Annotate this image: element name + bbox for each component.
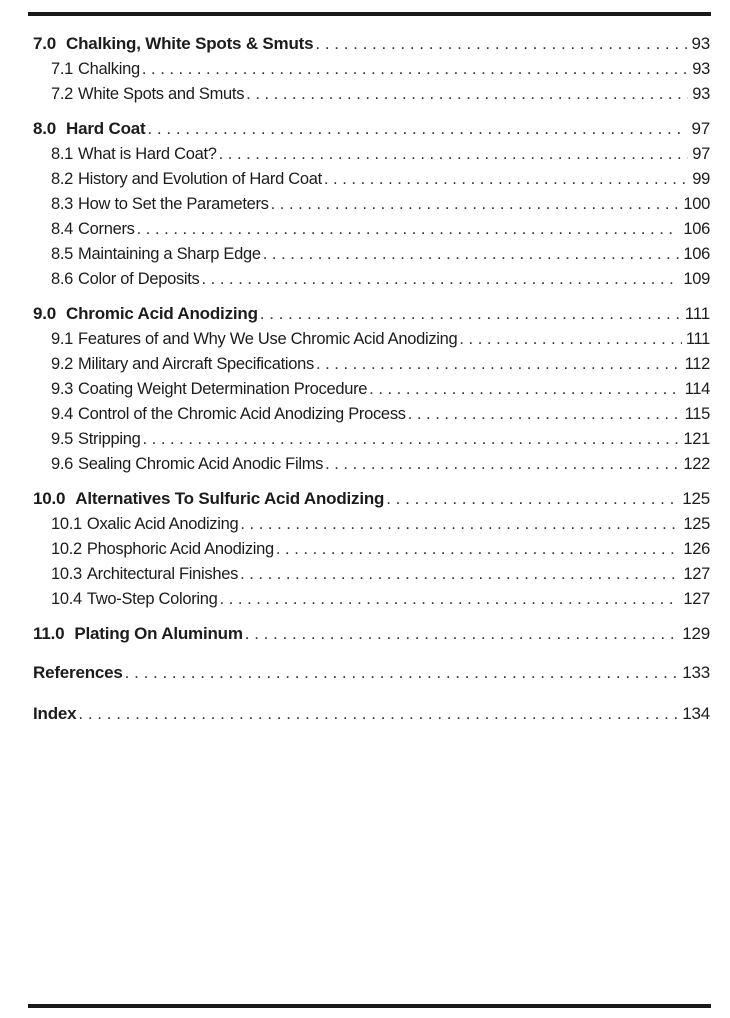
toc-entry-number: 7.2 xyxy=(51,85,74,103)
toc-page-number: 97 xyxy=(692,145,710,163)
toc-section-entry xyxy=(33,662,710,684)
toc-page-number: 127 xyxy=(683,590,710,608)
toc-entry-number: 8.0 xyxy=(33,119,57,138)
toc-entry-title: Stripping xyxy=(78,430,141,448)
toc-entry-title: Alternatives To Sulfuric Acid Anodizing xyxy=(75,489,385,508)
toc-subsection-entry xyxy=(51,143,710,165)
dot-leader xyxy=(220,588,680,610)
toc-page-number: 125 xyxy=(682,489,710,508)
toc-page-number: 115 xyxy=(684,405,710,423)
toc-entry-number: 7.0 xyxy=(33,34,57,53)
toc-page-number: 112 xyxy=(684,355,710,373)
dot-leader xyxy=(240,513,679,535)
toc-page-number: 114 xyxy=(684,380,710,398)
toc-entry-number: 8.2 xyxy=(51,170,74,188)
toc-entry-number: 8.1 xyxy=(51,145,74,163)
toc-page-number: 109 xyxy=(683,270,710,288)
toc-page-number: 126 xyxy=(683,540,710,558)
toc-subsection-entry xyxy=(51,83,710,105)
toc-entry-title: Hard Coat xyxy=(66,119,146,138)
toc-entry-number: 10.3 xyxy=(51,565,82,583)
bottom-rule xyxy=(28,1004,711,1008)
toc-subsection-entry xyxy=(51,538,710,560)
dot-leader xyxy=(316,353,681,375)
toc-subsection-entry xyxy=(51,268,710,290)
toc-entry-number: 8.3 xyxy=(51,195,74,213)
dot-leader xyxy=(260,303,681,325)
dot-leader xyxy=(408,403,681,425)
toc-section-entry xyxy=(33,623,710,645)
toc-entry-title: History and Evolution of Hard Coat xyxy=(78,170,322,188)
dot-leader xyxy=(78,703,678,725)
toc-entry-title: Phosphoric Acid Anodizing xyxy=(86,540,274,558)
toc-page-number: 93 xyxy=(692,60,710,78)
dot-leader xyxy=(369,378,680,400)
dot-leader xyxy=(142,58,688,80)
dot-leader xyxy=(315,33,687,55)
toc-entry-title: Oxalic Acid Anodizing xyxy=(86,515,239,533)
toc-subsection-entry xyxy=(51,428,710,450)
toc-page-number: 129 xyxy=(682,624,710,643)
dot-leader xyxy=(147,118,687,140)
toc-subsection-entry xyxy=(51,58,710,80)
toc-entry-number: 7.1 xyxy=(51,60,74,78)
toc-entry-title: Two-Step Coloring xyxy=(86,590,218,608)
toc-page-number: 100 xyxy=(683,195,710,213)
dot-leader xyxy=(246,83,688,105)
dot-leader xyxy=(240,563,679,585)
toc-entry-number: 9.4 xyxy=(51,405,74,423)
toc-section-entry xyxy=(33,703,710,725)
dot-leader xyxy=(325,453,679,475)
toc-page-number: 93 xyxy=(691,34,710,53)
toc-page-number: 122 xyxy=(683,455,710,473)
toc-entry-title: Architectural Finishes xyxy=(86,565,239,583)
toc-page-number: 121 xyxy=(683,430,710,448)
toc-entry-number: 9.6 xyxy=(51,455,74,473)
dot-leader xyxy=(271,193,680,215)
toc-entry-title: Chalking xyxy=(78,60,140,78)
toc-entry-number: 9.1 xyxy=(51,330,74,348)
dot-leader xyxy=(459,328,681,350)
toc-entry-number: 10.4 xyxy=(51,590,82,608)
toc-entry-number: 10.2 xyxy=(51,540,82,558)
dot-leader xyxy=(245,623,678,645)
toc-subsection-entry xyxy=(51,588,710,610)
toc-subsection-entry xyxy=(51,513,710,535)
toc-entry-number: 8.5 xyxy=(51,245,74,263)
toc-entry-number: 9.3 xyxy=(51,380,74,398)
dot-leader xyxy=(276,538,679,560)
toc-entry-title: Plating On Aluminum xyxy=(74,624,243,643)
toc-entry-title: Control of the Chromic Acid Anodizing Process xyxy=(78,405,406,423)
toc-entry-title: Chalking, White Spots & Smuts xyxy=(66,34,314,53)
toc-entry-number: 10.0 xyxy=(33,489,66,508)
toc-entry-number: 8.4 xyxy=(51,220,74,238)
toc-entry-title: Features of and Why We Use Chromic Acid Anodizing xyxy=(78,330,458,348)
toc-page-number: 106 xyxy=(683,220,710,238)
toc-section-entry xyxy=(33,33,710,55)
toc-entry-number: 9.2 xyxy=(51,355,74,373)
dot-leader xyxy=(386,488,678,510)
toc-subsection-entry xyxy=(51,168,710,190)
toc-subsection-entry xyxy=(51,563,710,585)
toc-entry-number: 9.0 xyxy=(33,304,57,323)
toc-subsection-entry xyxy=(51,378,710,400)
toc-entry-title: Coating Weight Determination Procedure xyxy=(78,380,368,398)
dot-leader xyxy=(125,662,679,684)
toc-entry-title: Military and Aircraft Specifications xyxy=(78,355,314,373)
toc-entry-title: References xyxy=(33,663,123,682)
toc-page-number: 111 xyxy=(685,330,710,348)
toc-subsection-entry xyxy=(51,353,710,375)
toc-page-number: 97 xyxy=(691,119,710,138)
toc-entry-title: Color of Deposits xyxy=(78,270,200,288)
toc-entry-number: 8.6 xyxy=(51,270,74,288)
toc-entry-number: 11.0 xyxy=(33,624,65,643)
dot-leader xyxy=(263,243,680,265)
toc-entry-number: 10.1 xyxy=(51,515,82,533)
dot-leader xyxy=(324,168,688,190)
toc-section-entry xyxy=(33,303,710,325)
toc-page-number: 134 xyxy=(682,704,710,723)
toc-page-number: 127 xyxy=(683,565,710,583)
toc-entry-title: Index xyxy=(33,704,77,723)
dot-leader xyxy=(137,218,680,240)
dot-leader xyxy=(202,268,680,290)
toc-entry-number: 9.5 xyxy=(51,430,74,448)
toc-section-entry xyxy=(33,488,710,510)
toc-subsection-entry xyxy=(51,193,710,215)
toc-page-number: 111 xyxy=(684,304,710,323)
toc-page-number: 99 xyxy=(692,170,710,188)
toc-entry-title: Maintaining a Sharp Edge xyxy=(78,245,261,263)
toc-entry-title: What is Hard Coat? xyxy=(78,145,217,163)
dot-leader xyxy=(219,143,689,165)
toc-page-number: 125 xyxy=(683,515,710,533)
toc-page-number: 93 xyxy=(692,85,710,103)
toc-subsection-entry xyxy=(51,218,710,240)
toc-section-entry xyxy=(33,118,710,140)
toc-page-number: 133 xyxy=(682,663,710,682)
toc-entry-title: Sealing Chromic Acid Anodic Films xyxy=(78,455,324,473)
toc-subsection-entry xyxy=(51,328,710,350)
toc-subsection-entry xyxy=(51,243,710,265)
top-rule xyxy=(28,12,711,16)
dot-leader xyxy=(142,428,679,450)
toc-page-number: 106 xyxy=(683,245,710,263)
toc-subsection-entry xyxy=(51,453,710,475)
toc-entry-title: White Spots and Smuts xyxy=(78,85,245,103)
toc-entry-title: Corners xyxy=(78,220,135,238)
toc-entry-title: Chromic Acid Anodizing xyxy=(66,304,258,323)
toc-subsection-entry xyxy=(51,403,710,425)
toc-entry-title: How to Set the Parameters xyxy=(78,195,269,213)
